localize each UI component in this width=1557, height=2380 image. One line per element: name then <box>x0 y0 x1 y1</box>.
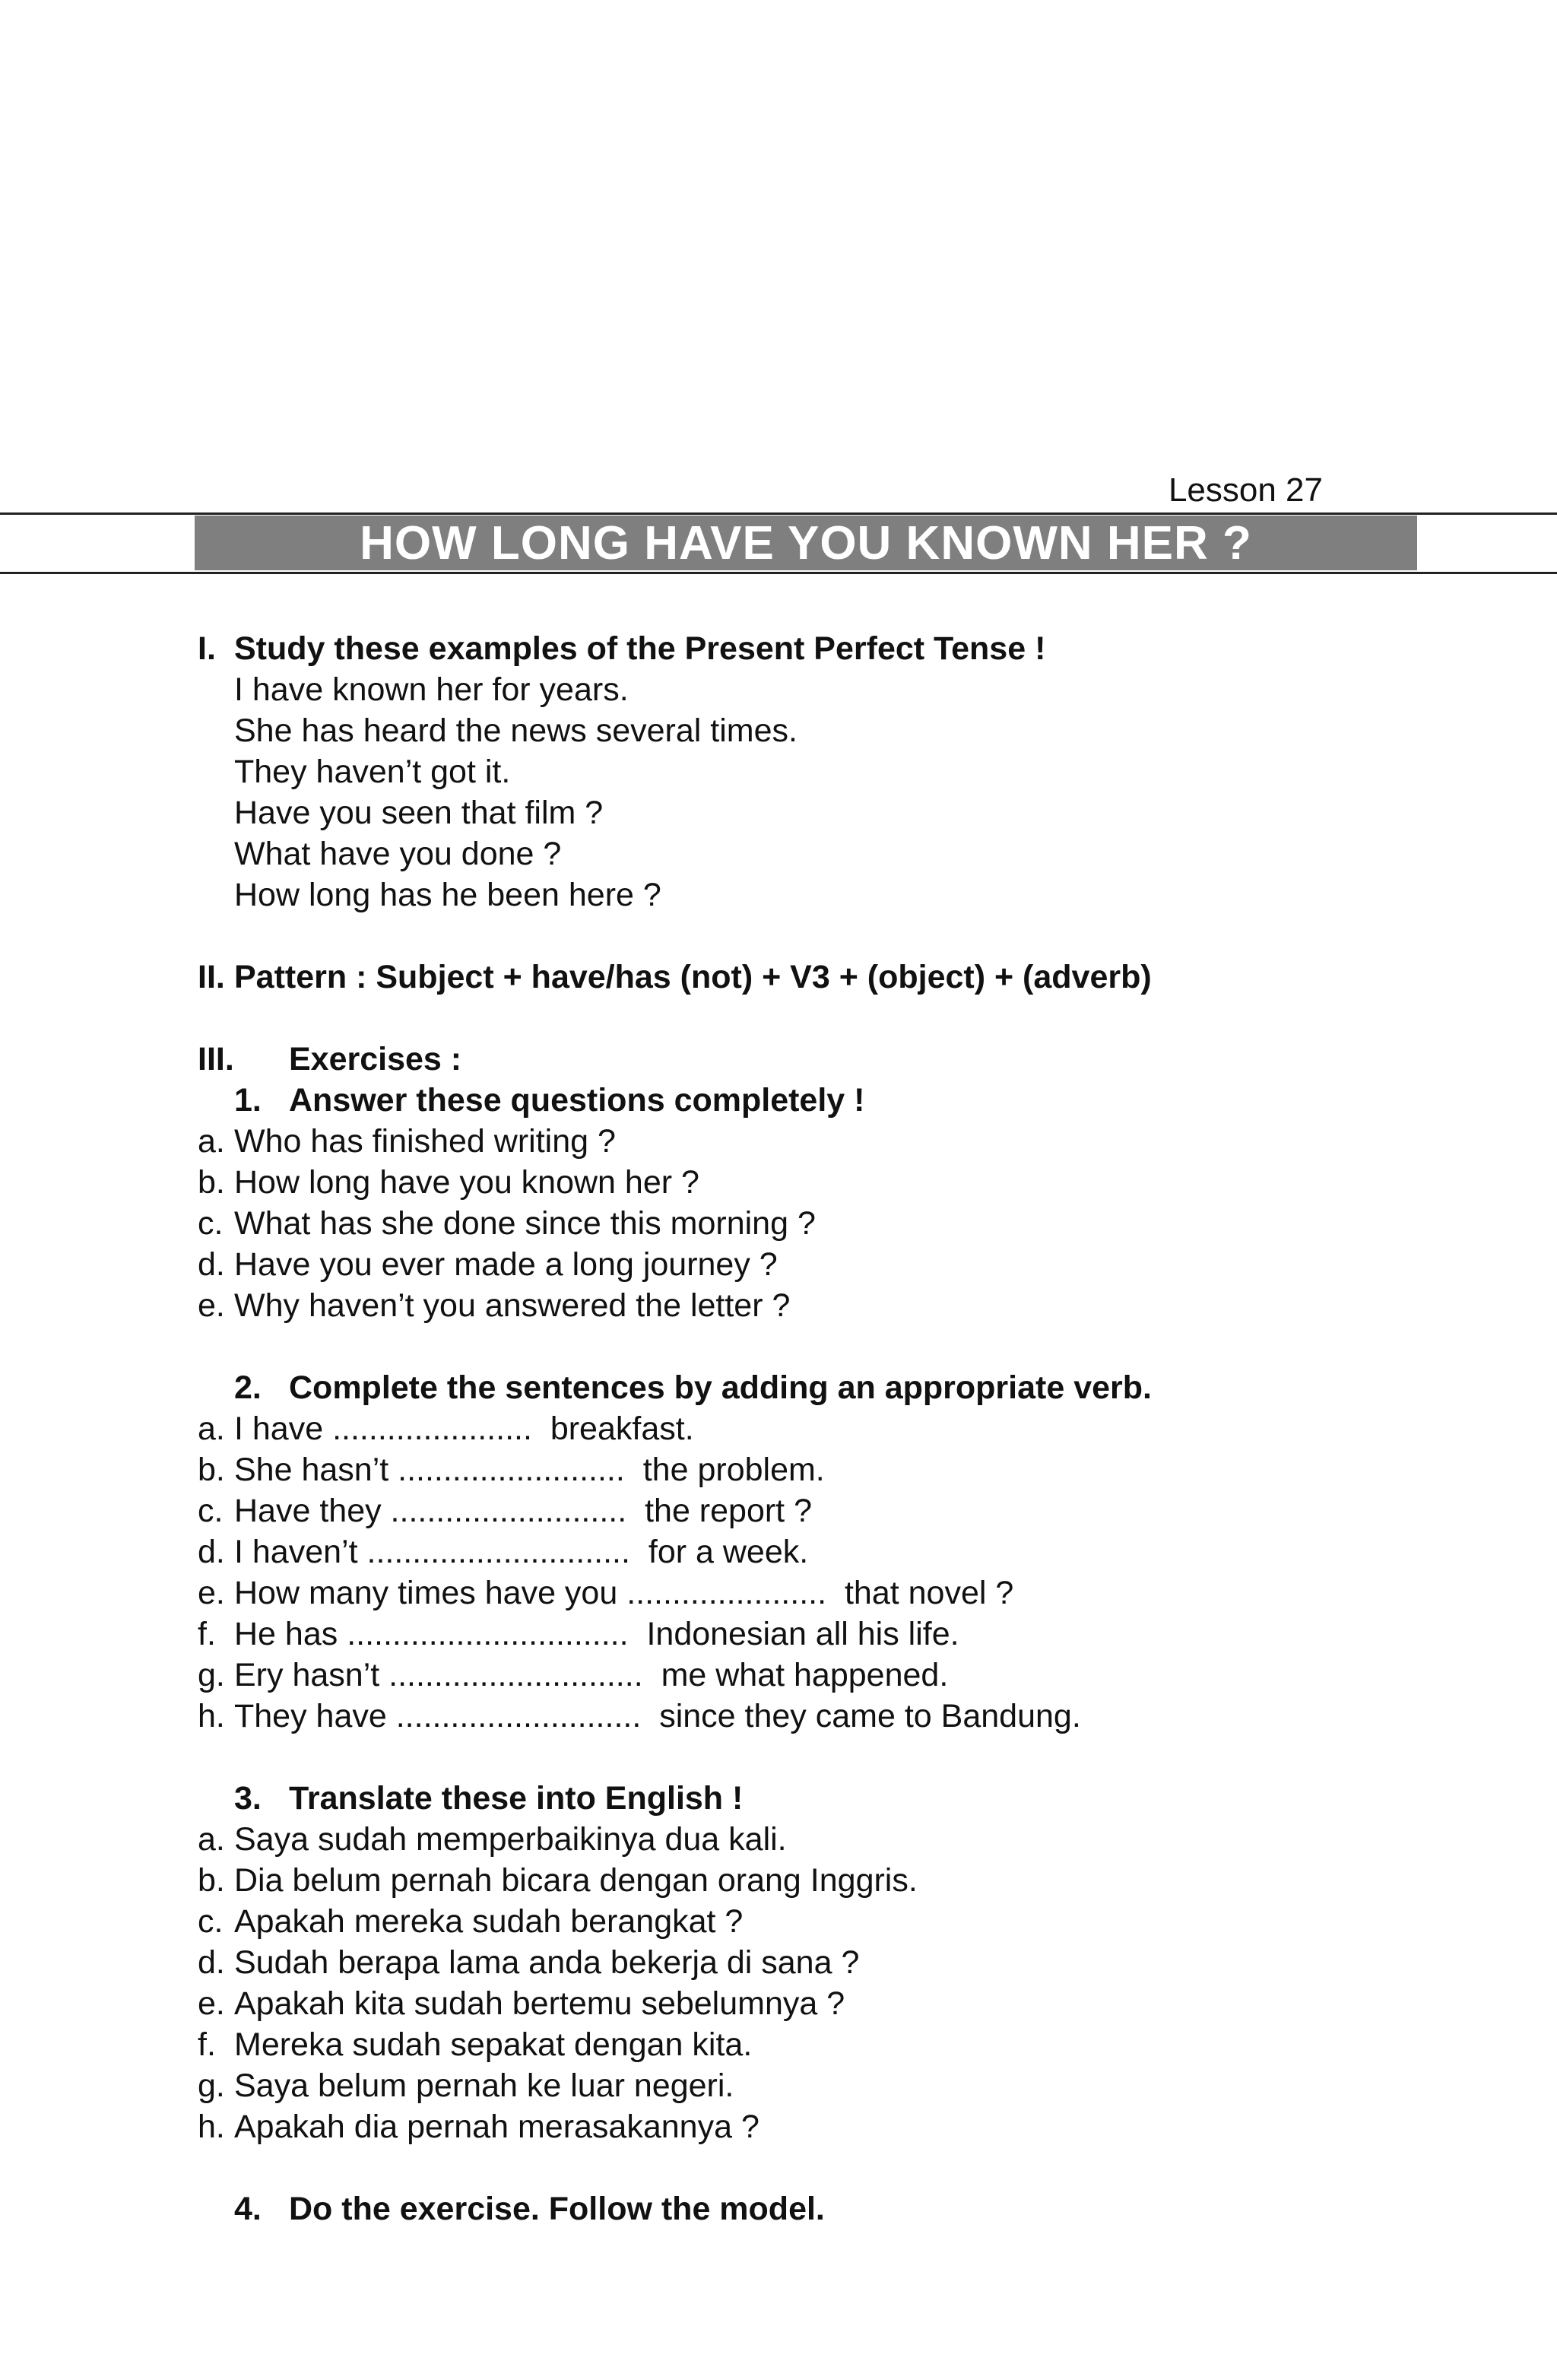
item-text-before-blank: I have ...................... <box>234 1411 532 1447</box>
item-text-after-blank: that novel ? <box>844 1575 1014 1611</box>
fill-in-item <box>198 1449 1429 1490</box>
exercise-number: 1. <box>234 1082 262 1119</box>
question-item <box>198 1121 1429 1162</box>
item-text-after-blank: me what happened. <box>661 1657 949 1693</box>
item-text-before-blank: How many times have you ...................... <box>234 1575 827 1611</box>
item-text: Mereka sudah sepakat dengan kita. <box>234 2026 753 2063</box>
item-letter: g. <box>198 2067 225 2104</box>
section-3-heading <box>198 1039 1429 1080</box>
exercise-4-heading <box>198 2188 1429 2229</box>
question-item <box>198 1244 1429 1285</box>
item-text-before-blank: I haven’t ............................. <box>234 1534 630 1570</box>
exercise-title: Complete the sentences by adding an appropriate verb. <box>289 1369 1152 1406</box>
item-text: Have you ever made a long journey ? <box>234 1246 778 1283</box>
exercise-number: 2. <box>234 1369 262 1406</box>
exercise-title: Translate these into English ! <box>289 1780 744 1817</box>
item-text-after-blank: since they came to Bandung. <box>659 1698 1081 1734</box>
exercise-number: 3. <box>234 1780 262 1817</box>
item-text-before-blank: Have they .......................... <box>234 1493 627 1529</box>
item-text: What has she done since this morning ? <box>234 1205 816 1242</box>
fill-in-item <box>198 1655 1429 1696</box>
item-text-after-blank: Indonesian all his life. <box>646 1616 959 1652</box>
exercise-3-heading <box>198 1778 1429 1819</box>
item-text: Why haven’t you answered the letter ? <box>234 1287 791 1324</box>
item-letter: a. <box>198 1821 225 1858</box>
exercise-2-heading <box>198 1367 1429 1408</box>
item-letter: e. <box>198 1287 225 1324</box>
item-text-before-blank: She hasn’t ......................... <box>234 1452 625 1488</box>
item-letter: e. <box>198 1985 225 2022</box>
section-2-pattern <box>198 957 1429 998</box>
translation-item <box>198 1819 1429 1860</box>
item-text: Saya belum pernah ke luar negeri. <box>234 2067 734 2104</box>
lesson-number: Lesson 27 <box>1168 471 1323 509</box>
item-letter: h. <box>198 1698 225 1734</box>
translation-item <box>198 2024 1429 2065</box>
section-3-marker: III. <box>198 1041 234 1077</box>
translation-item <box>198 1860 1429 1901</box>
fill-in-item <box>198 1490 1429 1531</box>
translation-item <box>198 2106 1429 2147</box>
item-text-after-blank: for a week. <box>648 1534 809 1570</box>
pattern-text: Pattern : Subject + have/has (not) + V3 + (object) + (adverb) <box>234 959 1152 995</box>
fill-in-item <box>198 1614 1429 1655</box>
example-sentence: She has heard the news several times. <box>234 712 798 749</box>
example-sentence: I have known her for years. <box>234 671 629 708</box>
exercise-title: Do the exercise. Follow the model. <box>289 2191 825 2227</box>
item-letter: f. <box>198 1616 216 1652</box>
item-text: Sudah berapa lama anda bekerja di sana ? <box>234 1944 860 1981</box>
item-letter: c. <box>198 1903 224 1940</box>
section-1-marker: I. <box>198 630 216 667</box>
item-text: How long have you known her ? <box>234 1164 699 1201</box>
question-item <box>198 1203 1429 1244</box>
item-text-after-blank: the report ? <box>645 1493 812 1529</box>
translation-item <box>198 1901 1429 1942</box>
question-item <box>198 1162 1429 1203</box>
section-1-title: Study these examples of the Present Perfect Tense ! <box>234 630 1046 667</box>
item-text-after-blank: the problem. <box>642 1452 825 1488</box>
translation-item <box>198 2065 1429 2106</box>
section-1-heading <box>198 628 1429 669</box>
item-text: Apakah kita sudah bertemu sebelumnya ? <box>234 1985 845 2022</box>
bottom-rule <box>0 572 1557 574</box>
item-letter: d. <box>198 1534 225 1570</box>
item-letter: b. <box>198 1164 225 1201</box>
fill-in-item <box>198 1572 1429 1614</box>
lesson-title: HOW LONG HAVE YOU KNOWN HER ? <box>195 516 1417 570</box>
item-letter: f. <box>198 2026 216 2063</box>
item-letter: h. <box>198 2109 225 2145</box>
exercise-title: Answer these questions completely ! <box>289 1082 865 1119</box>
item-text: Dia belum pernah bicara dengan orang Inggris. <box>234 1862 918 1899</box>
item-letter: a. <box>198 1411 225 1447</box>
item-letter: b. <box>198 1862 225 1899</box>
item-text: Saya sudah memperbaikinya dua kali. <box>234 1821 787 1858</box>
item-text: Apakah dia pernah merasakannya ? <box>234 2109 759 2145</box>
lesson-content <box>198 628 1429 2229</box>
exercise-number: 4. <box>234 2191 262 2227</box>
item-letter: g. <box>198 1657 225 1693</box>
section-2-marker: II. <box>198 959 225 995</box>
question-item <box>198 1285 1429 1326</box>
fill-in-item <box>198 1531 1429 1572</box>
item-text-before-blank: He has ............................... <box>234 1616 629 1652</box>
translation-item <box>198 1942 1429 1983</box>
exercise-1-heading <box>198 1080 1429 1121</box>
item-letter: d. <box>198 1246 225 1283</box>
item-text-after-blank: breakfast. <box>550 1411 694 1447</box>
example-sentence: Have you seen that film ? <box>234 795 604 831</box>
example-sentence: How long has he been here ? <box>234 877 661 913</box>
example-sentence: What have you done ? <box>234 836 562 872</box>
item-letter: a. <box>198 1123 225 1160</box>
fill-in-item <box>198 1408 1429 1449</box>
item-text: Who has finished writing ? <box>234 1123 616 1160</box>
example-sentence: They haven’t got it. <box>234 754 511 790</box>
item-text-before-blank: They have ........................... <box>234 1698 642 1734</box>
item-text: Apakah mereka sudah berangkat ? <box>234 1903 744 1940</box>
section-3-title: Exercises : <box>289 1041 462 1077</box>
fill-in-item <box>198 1696 1429 1737</box>
item-letter: d. <box>198 1944 225 1981</box>
top-rule <box>0 512 1557 515</box>
translation-item <box>198 1983 1429 2024</box>
item-letter: c. <box>198 1493 224 1529</box>
item-text-before-blank: Ery hasn’t ............................ <box>234 1657 643 1693</box>
item-letter: e. <box>198 1575 225 1611</box>
item-letter: b. <box>198 1452 225 1488</box>
item-letter: c. <box>198 1205 224 1242</box>
